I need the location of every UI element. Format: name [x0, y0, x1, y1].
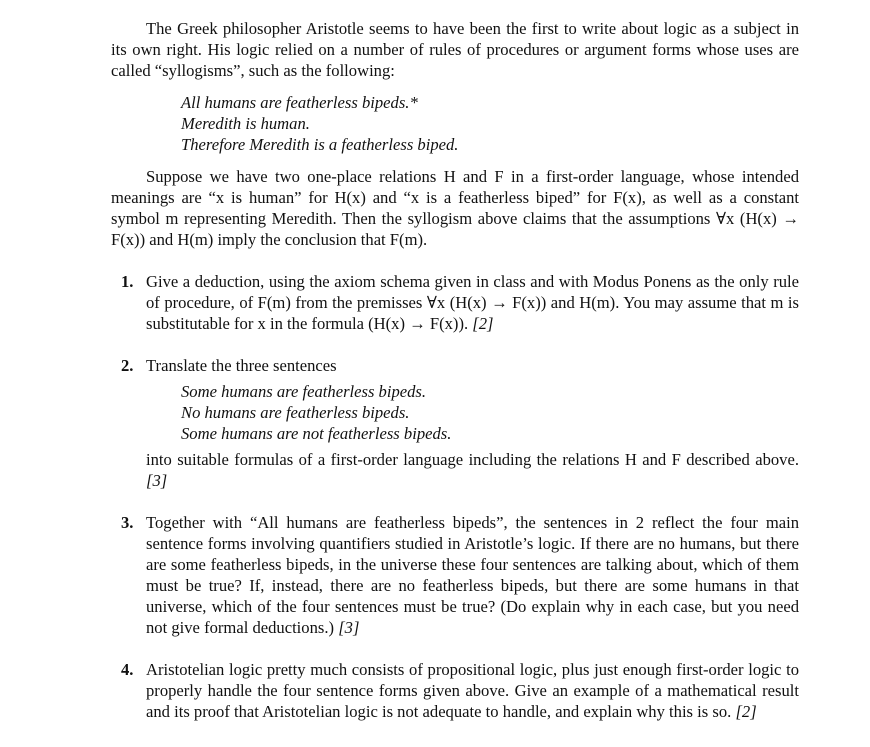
- question-number: 1.: [121, 272, 134, 291]
- question-3: [121, 512, 799, 638]
- syllogism-line: All humans are featherless bipeds.*: [181, 93, 418, 112]
- relations-paragraph: Suppose we have two one-place relations H and F in a first-order language, whose intended meanings are “x is human” for H(x) and “x is a featherless biped” for F(x), as well as a constant symbol m representing Meredith. Then the syllogism above claims that the assumptions ∀x (H(x) → F(x)) and H(m) imply the conclusion that F(m).: [111, 167, 799, 249]
- sentence-list: [181, 381, 799, 444]
- question-number: 3.: [121, 513, 134, 532]
- question-1: [121, 271, 799, 334]
- question-number: 4.: [121, 660, 134, 679]
- question-text: Together with “All humans are featherless bipeds”, the sentences in 2 reflect the four main sentence forms involving quantifiers studied in Aristotle’s logic. If there are no humans, but there are some featherless bipeds, in the universe these four sentences are talking about, which of them must be true? If, instead, there are no featherless bipeds, but there are some humans in that universe, which of the four sentences must be true? (Do explain why in each case, but you need not give formal deductions.): [146, 513, 799, 637]
- question-text: Give a deduction, using the axiom schema given in class and with Modus Ponens as the only rule of procedure, of F(m) from the premisses ∀x (H(x) → F(x)) and H(m). You may assume that m is substitutable for x in the formula (H(x) → F(x)).: [146, 272, 799, 333]
- question-4: [121, 659, 799, 722]
- question-marks: [3]: [338, 618, 360, 637]
- sentence-item: Some humans are not featherless bipeds.: [181, 424, 452, 443]
- question-marks: [2]: [472, 314, 494, 333]
- question-number: 2.: [121, 356, 134, 375]
- syllogism-line: Meredith is human.: [181, 114, 310, 133]
- question-marks: [3]: [146, 471, 168, 490]
- sentence-item: Some humans are featherless bipeds.: [181, 382, 427, 401]
- question-2: [121, 355, 799, 491]
- syllogism-example: [181, 92, 781, 155]
- question-outro: into suitable formulas of a first-order language including the relations H and F described above.: [146, 450, 799, 469]
- question-text: Aristotelian logic pretty much consists of propositional logic, plus just enough first-order logic to properly handle the four sentence forms given above. Give an example of a mathematical result and its proof that Aristotelian logic is not adequate to handle, and explain why this is so.: [146, 660, 799, 721]
- syllogism-line: Therefore Meredith is a featherless biped.: [181, 135, 459, 154]
- question-marks: [2]: [735, 702, 757, 721]
- intro-paragraph: The Greek philosopher Aristotle seems to have been the first to write about logic as a subject in its own right. His logic relied on a number of rules of procedures or argument forms whose uses are called “syllogisms”, such as the following:: [111, 19, 799, 80]
- question-intro: Translate the three sentences: [146, 356, 337, 375]
- sentence-item: No humans are featherless bipeds.: [181, 403, 410, 422]
